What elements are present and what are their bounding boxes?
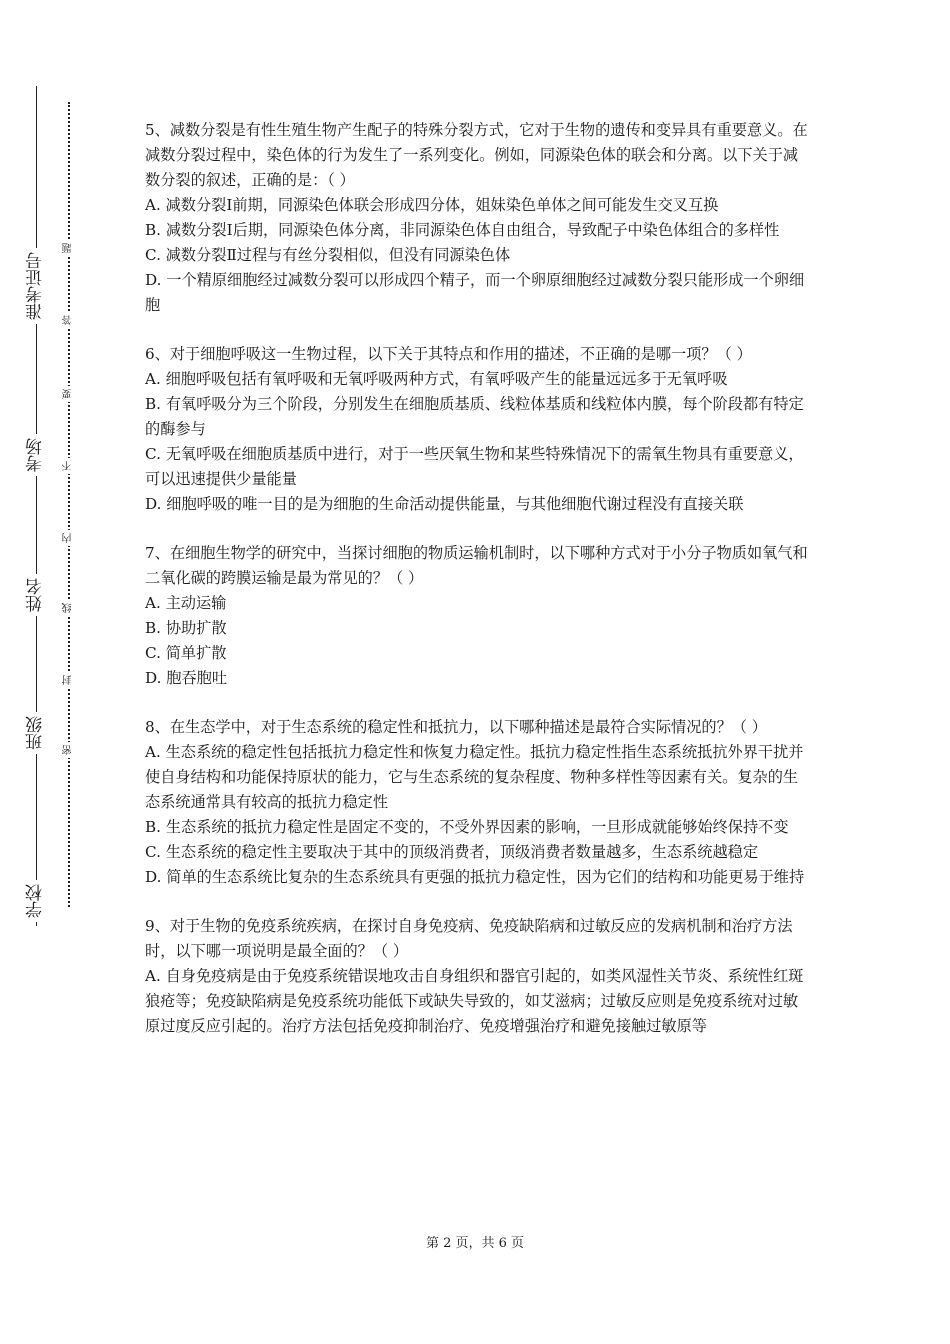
option-a: A. 减数分裂Ⅰ前期，同源染色体联会形成四分体，姐妹染色单体之间可能发生交叉互换	[145, 196, 719, 214]
option-b: B. 协助扩散	[145, 619, 227, 637]
label-exam-number: 准考证号	[22, 248, 50, 324]
option-a: A. 自身免疫病是由于免疫系统错误地攻击自身组织和器官引起的，如类风湿性关节炎、系统性红斑狼疮等；免疫缺陷病是免疫系统功能低下或缺失导致的，如艾滋病；过敏反应则是免疫系统对过敏原过度反应引起的。治疗方法包括免疫抑制治疗、免疫增强治疗和避免接触过敏原等	[145, 967, 804, 1035]
option-d: D. 简单的生态系统比复杂的生态系统具有更强的抵抗力稳定性，因为它们的结构和功能更易于维持	[145, 868, 805, 886]
option-b: B. 减数分裂Ⅰ后期，同源染色体分离，非同源染色体自由组合，导致配子中染色体组合的多样性	[145, 221, 780, 239]
option-a: A. 细胞呼吸包括有氧呼吸和无氧呼吸两种方式，有氧呼吸产生的能量远远多于无氧呼吸	[145, 370, 728, 388]
question-8	[145, 715, 810, 890]
question-stem: 8、在生态学中，对于生态系统的稳定性和抵抗力，以下哪种描述是最符合实际情况的？（ ）	[145, 718, 767, 736]
option-b: B. 生态系统的抵抗力稳定性是固定不变的，不受外界因素的影响，一旦形成就能够始终保持不变	[145, 818, 789, 836]
seal-char: 内	[60, 530, 78, 546]
option-d: D. 胞吞胞吐	[145, 669, 228, 687]
option-d: D. 一个精原细胞经过减数分裂可以形成四个精子，而一个卵原细胞经过减数分裂只能形成一个卵细胞	[145, 271, 805, 314]
question-6	[145, 342, 810, 517]
option-d: D. 细胞呼吸的唯一目的是为细胞的生命活动提供能量，与其他细胞代谢过程没有直接关联	[145, 495, 744, 513]
question-7	[145, 541, 810, 691]
option-b: B. 有氧呼吸分为三个阶段，分别发生在细胞质基质、线粒体基质和线粒体内膜，每个阶段都有特定的酶参与	[145, 395, 804, 438]
question-9	[145, 914, 810, 1039]
seal-char: 题	[60, 240, 78, 256]
label-school: 学校	[22, 880, 50, 922]
seal-char: 答	[60, 312, 78, 328]
option-c: C. 生态系统的稳定性主要取决于其中的顶级消费者，顶级消费者数量越多，生态系统越稳定	[145, 843, 759, 861]
seal-char: 封	[60, 672, 78, 688]
question-5	[145, 118, 810, 318]
option-a: A. 生态系统的稳定性包括抵抗力稳定性和恢复力稳定性。抵抗力稳定性指生态系统抵抗外界干扰并使自身结构和功能保持原状的能力，它与生态系统的复杂程度、物种多样性等因素有关。复杂的生态系统通常具有较高的抵抗力稳定性	[145, 743, 804, 811]
seal-char: 密	[60, 742, 78, 758]
page-footer: 第 2 页，共 6 页	[425, 1236, 525, 1251]
option-c: C. 无氧呼吸在细胞质基质中进行，对于一些厌氧生物和某些特殊情况下的需氧生物具有重要意义，可以迅速提供少量能量	[145, 445, 804, 488]
label-class: 班级	[22, 712, 50, 754]
seal-char: 线	[60, 600, 78, 616]
question-stem: 5、减数分裂是有性生殖生物产生配子的特殊分裂方式，它对于生物的遗传和变异具有重要意义。在减数分裂过程中，染色体的行为发生了一系列变化。例如，同源染色体的联会和分离。以下关于减数分裂的叙述，正确的是：（ ）	[145, 121, 808, 189]
question-stem: 7、在细胞生物学的研究中，当探讨细胞的物质运输机制时，以下哪种方式对于小分子物质如氧气和二氧化碳的跨膜运输是最为常见的？（ ）	[145, 544, 808, 587]
option-a: A. 主动运输	[145, 594, 227, 612]
seal-char: 要	[60, 386, 78, 402]
binding-solid-line	[36, 86, 37, 926]
question-list	[145, 118, 810, 1063]
label-exam-room: 考场	[22, 434, 50, 476]
question-stem: 9、对于生物的免疫系统疾病，在探讨自身免疫病、免疫缺陷病和过敏反应的发病机制和治疗方法时，以下哪一项说明是最全面的？（ ）	[145, 917, 793, 960]
option-c: C. 简单扩散	[145, 644, 227, 662]
seal-dotted-line	[68, 102, 70, 907]
option-c: C. 减数分裂Ⅱ过程与有丝分裂相似，但没有同源染色体	[145, 246, 511, 264]
label-name: 姓名	[22, 574, 50, 616]
seal-char: 不	[60, 458, 78, 474]
question-stem: 6、对于细胞呼吸这一生物过程，以下关于其特点和作用的描述，不正确的是哪一项？（ ）	[145, 345, 752, 363]
